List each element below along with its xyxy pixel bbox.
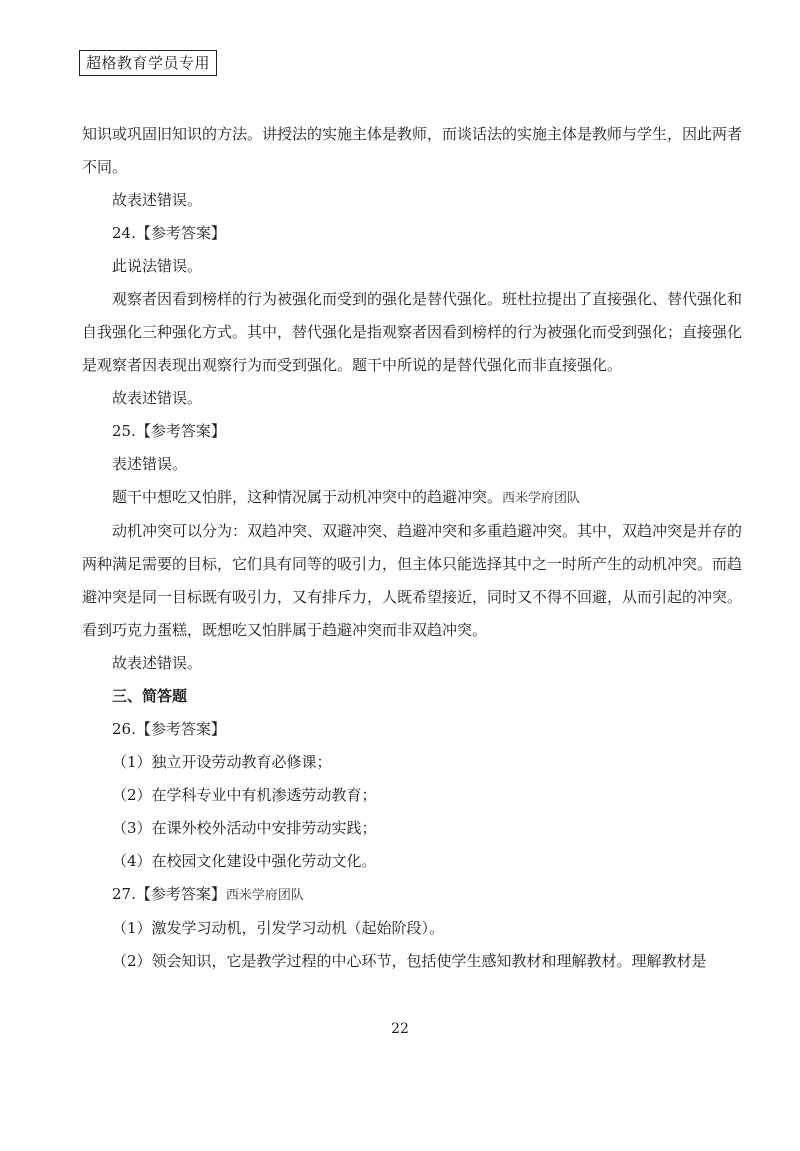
q25-line1 [82, 481, 742, 515]
watermark-text: 西米学府团队 [502, 491, 581, 506]
page-number: 22 [391, 1021, 409, 1037]
section-title: 三、简答题 [112, 687, 188, 705]
conclusion-text: 故表述错误。 [112, 191, 203, 209]
q25-verdict: 表述错误。 [112, 455, 188, 473]
list-item: （2）在学科专业中有机渗透劳动教育； [112, 786, 377, 804]
q27-heading-line [82, 878, 742, 912]
list-item: （1）激发学习动机，引发学习动机（起始阶段）。 [112, 919, 445, 937]
list-item: （2）领会知识，它是教学过程的中心环节，包括使学生感知教材和理解教材。理解教材是 [112, 952, 707, 970]
watermark-text: 西米学府团队 [225, 888, 304, 903]
q24-heading: 24.【参考答案】 [112, 224, 226, 242]
q25-heading: 25.【参考答案】 [112, 422, 226, 440]
q27-heading: 27.【参考答案】 [112, 885, 226, 903]
list-item: （3）在课外校外活动中安排劳动实践； [112, 819, 377, 837]
header-label: 超格教育学员专用 [79, 50, 217, 76]
q24-verdict: 此说法错误。 [112, 257, 203, 275]
paragraph: 知识或巩固旧知识的方法。讲授法的实施主体是教师，而谈话法的实施主体是教师与学生，因此两者不同。 [82, 125, 743, 176]
q26-heading: 26.【参考答案】 [112, 720, 226, 738]
list-item: （1）独立开设劳动教育必修课； [112, 753, 332, 771]
q24-explanation: 观察者因看到榜样的行为被强化而受到的强化是替代强化。班杜拉提出了直接强化、替代强化和自我强化三种强化方式。其中，替代强化是指观察者因看到榜样的行为被强化而受到强化；直接强化是观察者因表现出观察行为而受到强化。题干中所说的是替代强化而非直接强化。 [82, 290, 743, 374]
list-item: （4）在校园文化建设中强化劳动文化。 [112, 852, 377, 870]
q25-explanation: 动机冲突可以分为：双趋冲突、双避冲突、趋避冲突和多重趋避冲突。其中，双趋冲突是并存的两种满足需要的目标，它们具有同等的吸引力，但主体只能选择其中之一时所产生的动机冲突。而趋避冲突是同一目标既有吸引力，又有排斥力，人既希望接近，同时又不得不回避，从而引起的冲突。看到巧克力蛋糕，既想吃又怕胖属于趋避冲突而非双趋冲突。 [82, 522, 743, 639]
q24-conclusion: 故表述错误。 [112, 389, 203, 407]
q25-conclusion: 故表述错误。 [112, 654, 203, 672]
page-body [82, 118, 742, 978]
q25-line1-text: 题干中想吃又怕胖，这种情况属于动机冲突中的趋避冲突。 [112, 488, 503, 506]
